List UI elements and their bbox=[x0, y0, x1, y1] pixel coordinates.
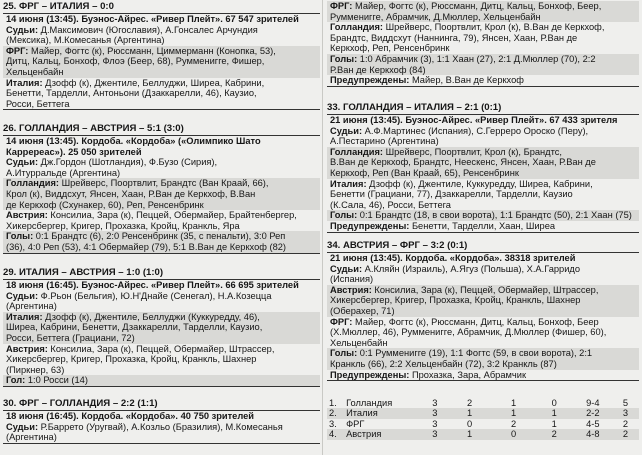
field-label: Гол: bbox=[6, 375, 26, 386]
field-label: Судьи: bbox=[6, 290, 39, 301]
lineup-line: Судьи: Д.Максимович (Югославия), А.Гонсалес Арчундия bbox=[6, 24, 258, 35]
match-info: 18 июня (16:45). Буэнос-Айрес. «Ривер Плейт». 66 695 зрителей bbox=[3, 279, 320, 291]
continuation-line: Крол (к), Виддсхут, Янсен, Хаан, Р.Ван де Керкхоф, В.Ван bbox=[3, 189, 320, 200]
lineup-line: Судьи: А.Ф.Мартинес (Испания), С.Герреро Ороско (Перу), bbox=[330, 125, 589, 136]
table-cell: 3 bbox=[612, 408, 639, 418]
left-match-block bbox=[3, 1, 320, 110]
lineup-line: ФРГ: Майер, Фогтс (к), Рюссманн, Дитц, Кальц, Бонхоф, Беер, bbox=[327, 1, 639, 12]
left-match-block bbox=[3, 398, 320, 444]
table-cell: 1 bbox=[447, 408, 493, 418]
field-label: Судьи: bbox=[6, 24, 39, 35]
continuation-line: (Аргентина) bbox=[3, 432, 320, 444]
table-cell: Голландия bbox=[346, 398, 393, 408]
table-cell: 0 bbox=[492, 429, 534, 439]
field-label: Австрия: bbox=[6, 210, 48, 221]
field-label: Италия: bbox=[6, 311, 43, 322]
right-match-block bbox=[327, 240, 639, 381]
right-match-block bbox=[327, 102, 639, 233]
match-title: 25. ФРГ – ИТАЛИЯ – 0:0 bbox=[3, 1, 114, 12]
table-row bbox=[327, 408, 639, 418]
lineup-line: Австрия: Консилиа, Зара (к), Пеццей, Обермайер, Брайтенбергер, bbox=[6, 210, 297, 221]
continuation-line: Хикерсбергер, Кригер, Прохазка, Кройц, Кранкль, Шахнер bbox=[6, 354, 257, 365]
table-cell: 5 bbox=[622, 398, 629, 408]
lineup-line: Предупреждены: Бенетти, Тарделли, Хаан, Ширеа bbox=[327, 221, 639, 233]
continuation-line: Керкхоф, Реп, Ренсенбринк bbox=[330, 43, 450, 54]
lineup-line: Голландия: Шрейверс, Поортвлит, Крол (к), Брандтс, bbox=[327, 147, 639, 158]
lineup-line: Предупреждены: Прохазка, Зара, Абрамчик bbox=[327, 370, 639, 382]
match-title: 30. ФРГ – ГОЛЛАНДИЯ – 2:2 (1:1) bbox=[3, 398, 158, 409]
table-cell: Италия bbox=[344, 408, 423, 418]
lineup-line: Судьи: Дж.Гордон (Шотландия), Ф.Бузо (Сирия), bbox=[6, 157, 218, 168]
lineup-line: Судьи: Р.Баррето (Уругвай), А.Козльо (Бразилия), М.Комесанья bbox=[6, 421, 283, 432]
continuation-line: Хельценбайн bbox=[330, 337, 388, 348]
table-row bbox=[327, 429, 639, 439]
table-cell: 2 bbox=[466, 398, 473, 408]
lineup-line: Голландия: Шрейверс, Поортвлит, Брандтс (Ван Краай, 66), bbox=[3, 178, 320, 189]
field-label: Австрия: bbox=[330, 284, 372, 295]
right-match-block bbox=[327, 1, 639, 87]
match-info: Карререас»). 25 050 зрителей bbox=[6, 146, 142, 157]
continuation-line: (К.Сала, 46), Росси, Беттега bbox=[330, 199, 451, 210]
match-title: 34. АВСТРИЯ – ФРГ – 3:2 (0:1) bbox=[327, 240, 468, 251]
lineup-line: Голландия: Шрейверс, Поортвлит, Крол (к), В.Ван де Керкхоф, bbox=[330, 22, 605, 33]
lineup-line: ФРГ: Майер, Фогтс (к), Рюссманн, Циммерманн (Конопка, 53), bbox=[3, 46, 320, 57]
continuation-line: Румменигге, Абрамчик, Д.Мюллер, Хельценбайн bbox=[327, 12, 639, 23]
field-label: Судьи: bbox=[6, 421, 39, 432]
continuation-line: Керкхоф, Реп (Ван Краай, 65), Ренсенбринк bbox=[327, 168, 639, 179]
continuation-line: Хельценбайн bbox=[3, 67, 320, 78]
continuation-line: (Испания) bbox=[330, 274, 374, 285]
field-label: Предупреждены: bbox=[330, 220, 410, 231]
field-label: Голы: bbox=[330, 348, 358, 359]
table-cell: 3. bbox=[329, 418, 337, 429]
table-cell: 2. bbox=[327, 408, 344, 418]
continuation-line: (Аргентина) bbox=[6, 301, 57, 312]
table-cell: 1 bbox=[535, 408, 574, 418]
continuation-line: (Мексика), М.Комесанья (Аргентина) bbox=[6, 35, 165, 46]
standings-table bbox=[327, 398, 639, 440]
table-cell: 1. bbox=[329, 398, 337, 408]
table-cell: 2-2 bbox=[574, 408, 612, 418]
field-label: Италия: bbox=[6, 77, 43, 88]
match-info: 21 июня (13:45). Кордоба. «Кордоба». 38318 зрителей bbox=[327, 252, 639, 264]
table-cell: 9-4 bbox=[586, 398, 600, 408]
continuation-line: Хикерсбергер, Кригер, Прохазка, Кройц, Кранкль, Шахнер bbox=[327, 295, 639, 306]
left-match-block bbox=[3, 123, 320, 254]
field-label: Судьи: bbox=[6, 157, 39, 168]
lineup-line: Австрия: Консилиа, Зара (к), Пеццей, Обермайер, Штрассер, bbox=[6, 343, 275, 354]
table-cell: 2 bbox=[622, 418, 629, 429]
match-info: 14 июня (13:45). Кордоба. «Кордоба» («Олимпико Шато bbox=[3, 135, 320, 147]
continuation-line: (Пиркнер, 63) bbox=[6, 364, 65, 375]
table-row bbox=[327, 398, 639, 408]
table-cell: 3 bbox=[432, 418, 438, 429]
table-cell: 2 bbox=[612, 429, 639, 439]
field-label: ФРГ: bbox=[330, 1, 353, 11]
field-label: Италия: bbox=[330, 178, 367, 189]
lineup-line: Судьи: Ф.Рьон (Бельгия), Ю.Н'Днайе (Сенегал), Н.А.Козецца bbox=[6, 290, 272, 301]
table-cell: Австрия bbox=[344, 429, 423, 439]
column-divider bbox=[322, 0, 323, 455]
continuation-line: Росси, Беттега bbox=[3, 99, 320, 111]
continuation-line: Кранкль (66), 2:2 Хельценбайн (72), 3:2 Кранкль (87) bbox=[327, 359, 639, 370]
continuation-line: Ширеа, Кабрини, Бенетти, Дзаккарелли, Тарделли, Каузио, bbox=[3, 322, 320, 333]
continuation-line: Р.Ван де Керкхоф (84) bbox=[327, 65, 639, 76]
table-cell: 2 bbox=[510, 418, 517, 429]
lineup-line: Голы: 0:1 Брандтс (18, в свои ворота), 1:1 Брандтс (50), 2:1 Хаан (75) bbox=[327, 210, 639, 221]
field-label: Предупреждены: bbox=[330, 75, 410, 86]
match-title: 26. ГОЛЛАНДИЯ – АВСТРИЯ – 5:1 (3:0) bbox=[3, 123, 184, 134]
left-match-block bbox=[3, 267, 320, 387]
match-title: 33. ГОЛЛАНДИЯ – ИТАЛИЯ – 2:1 (0:1) bbox=[327, 102, 502, 113]
lineup-line: Гол: 1:0 Росси (14) bbox=[3, 375, 320, 387]
continuation-line: Дитц, Кальц, Бонхоф, Флоэ (Беер, 68), Румменигге, Фишер, bbox=[3, 56, 320, 67]
table-cell: 3 bbox=[432, 398, 438, 408]
field-label: ФРГ: bbox=[330, 316, 353, 327]
field-label: Судьи: bbox=[330, 125, 363, 136]
lineup-line: Предупреждены: Майер, В.Ван де Керкхоф bbox=[327, 75, 639, 87]
field-label: Судьи: bbox=[330, 263, 363, 274]
field-label: Голландия: bbox=[330, 146, 383, 157]
match-title: 29. ИТАЛИЯ – АВСТРИЯ – 1:0 (1:0) bbox=[3, 267, 164, 278]
continuation-line: Бенетти, Тарделли, Антоньони (Дзаккарелли, 46), Каузио, bbox=[6, 88, 257, 99]
table-cell: 1 bbox=[551, 418, 557, 429]
field-label: Голы: bbox=[330, 53, 358, 64]
continuation-line: Росси, Беттега (Грациани, 72) bbox=[3, 333, 320, 344]
field-label: Голландия: bbox=[330, 22, 383, 33]
table-cell: 4. bbox=[327, 429, 344, 439]
continuation-line: (Оберахер, 71) bbox=[327, 306, 639, 317]
table-cell: 1 bbox=[510, 398, 517, 408]
continuation-line: В.Ван де Керкхоф, Брандтс, Неескенс, Янсен, Хаан, Р.Ван де bbox=[327, 157, 639, 168]
continuation-line: Хикерсбергер, Кригер, Прохазка, Кройц, Кранкль, Яра bbox=[6, 220, 240, 231]
table-cell: 3 bbox=[423, 408, 447, 418]
match-info: 18 июня (16:45). Кордоба. «Кордоба». 40 750 зрителей bbox=[3, 410, 320, 422]
lineup-line: Судьи: А.Кляйн (Израиль), А.Ягуз (Польша), Х.А.Гарридо bbox=[330, 263, 581, 274]
table-cell: 2 bbox=[535, 429, 574, 439]
table-cell: 0 bbox=[551, 398, 557, 408]
table-cell: 1 bbox=[447, 429, 493, 439]
table-cell: 3 bbox=[423, 429, 447, 439]
table-row bbox=[327, 419, 639, 429]
lineup-line: Голы: 1:0 Абрамчик (3), 1:1 Хаан (27), 2:1 Д.Мюллер (70), 2:2 bbox=[327, 54, 639, 65]
continuation-line: Бенетти (Грациани, 77), Дзаккарелли, Тарделли, Каузио bbox=[330, 189, 573, 200]
continuation-line: де Керкхоф (Схунакер, 60), Реп, Ренсенбринк bbox=[3, 200, 320, 211]
continuation-line: А.Итурральде (Аргентина) bbox=[6, 167, 121, 178]
lineup-line: Италия: Дзофф (к), Джентиле, Беллуджи (Куккуредду, 46), bbox=[3, 312, 320, 323]
lineup-line: Австрия: Консилиа, Зара (к), Пеццей, Обермайер, Штрассер, bbox=[327, 285, 639, 296]
table-cell: ФРГ bbox=[346, 418, 365, 429]
field-label: Голы: bbox=[6, 231, 34, 242]
lineup-line: ФРГ: Майер, Фогтс (к), Рюссманн, Дитц, Кальц, Бонхоф, Беер bbox=[330, 316, 599, 327]
field-label: Предупреждены: bbox=[330, 369, 410, 380]
lineup-line: Голы: 0:1 Румменигге (19), 1:1 Фогтс (59, в свои ворота), 2:1 bbox=[327, 348, 639, 359]
continuation-line: Брандтс, Виддсхут (Наннинга, 79), Янсен, Хаан, Р.Ван де bbox=[330, 32, 578, 43]
field-label: Австрия: bbox=[6, 343, 48, 354]
field-label: ФРГ: bbox=[6, 45, 29, 56]
continuation-line: (36), 4:0 Реп (53), 4:1 Обермайер (79), 5:1 В.Ван де Керкхоф (82) bbox=[3, 242, 320, 254]
match-info: 14 июня (13:45). Буэнос-Айрес. «Ривер Плейт». 67 547 зрителей bbox=[3, 13, 320, 25]
lineup-line: Италия: Дзофф (к), Джентиле, Беллуджи, Ширеа, Кабрини, bbox=[6, 77, 265, 88]
field-label: Голы: bbox=[330, 210, 358, 221]
table-cell: 4-8 bbox=[574, 429, 612, 439]
match-info: 21 июня (13:45). Буэнос-Айрес. «Ривер Плейт». 67 433 зрителя bbox=[327, 114, 639, 126]
table-cell: 4-5 bbox=[586, 418, 600, 429]
field-label: Голландия: bbox=[6, 178, 59, 189]
lineup-line: Голы: 0:1 Брандтс (6), 2:0 Ренсенбринк (35, с пенальти), 3:0 Реп bbox=[3, 231, 320, 242]
table-cell: 1 bbox=[492, 408, 534, 418]
continuation-line: (Х.Мюллер, 46), Румменигге, Абрамчик, Д.Мюллер (Фишер, 60), bbox=[330, 327, 607, 338]
continuation-line: А.Пестарино (Аргентина) bbox=[330, 136, 439, 147]
table-cell: 0 bbox=[466, 418, 473, 429]
lineup-line: Италия: Дзофф (к), Джентиле, Куккуредду, Ширеа, Кабрини, bbox=[330, 178, 593, 189]
